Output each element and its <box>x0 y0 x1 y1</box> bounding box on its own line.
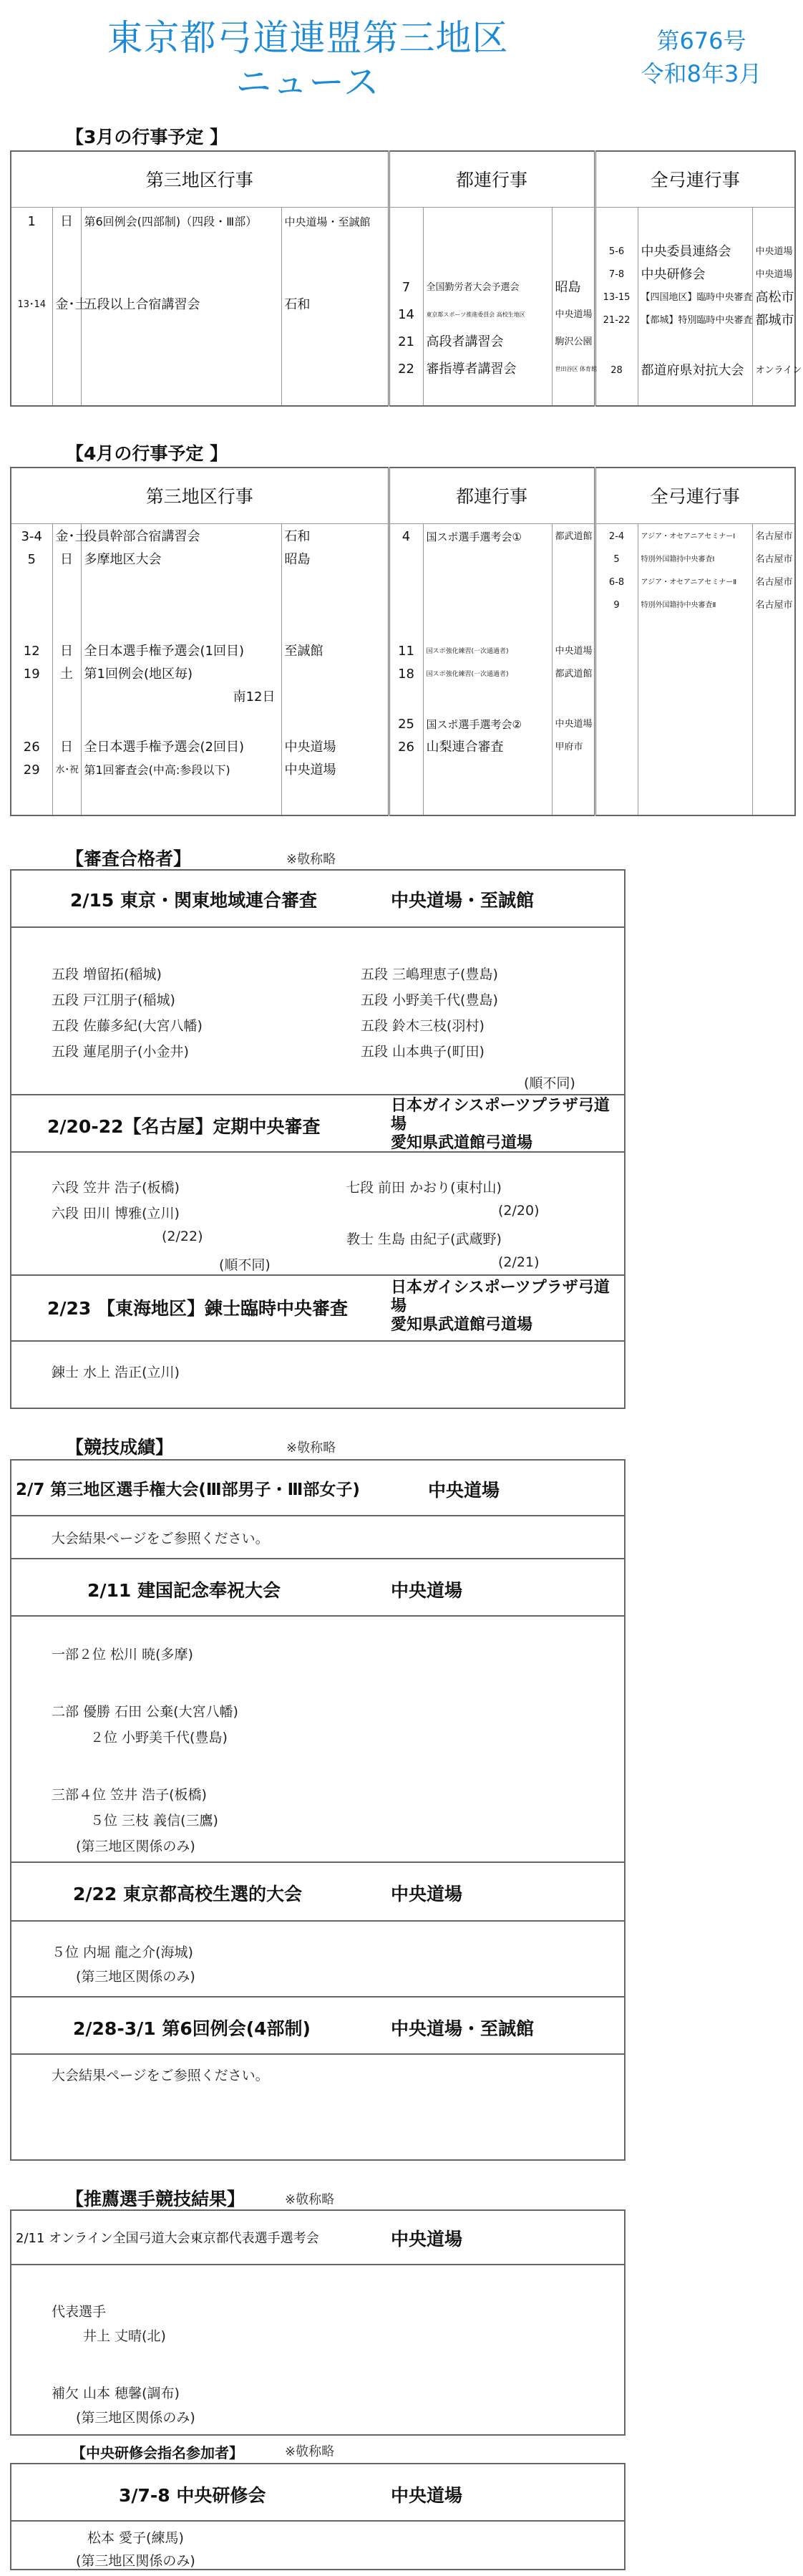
event-place: 名古屋市 <box>755 531 793 542</box>
event-date: 28 <box>610 364 623 376</box>
event-name: アジア・オセアニアセミナーⅡ <box>641 578 737 586</box>
event-day: 水･祝 <box>55 764 79 775</box>
event-name: 特別外国籍持中央審査Ⅰ <box>641 555 715 563</box>
passer: 五段 小野美千代(豊島) <box>361 992 498 1008</box>
result-line: 二部 優勝 石田 公棄(大宮八幡) <box>52 1704 238 1720</box>
kenshu-b1-title: 3/7-8 中央研修会 <box>119 2485 266 2506</box>
event-place: 都城市 <box>755 312 794 328</box>
event-name: 国スポ選手選考会② <box>426 717 522 731</box>
shinsa-b3-place: 日本ガイシスポーツプラザ弓道場 愛知県武道館弓道場 <box>391 1279 610 1334</box>
event-date: 25 <box>398 716 414 732</box>
passer: 五段 戸江朋子(稲城) <box>52 992 175 1008</box>
passer: 六段 田川 博雅(立川) <box>52 1206 180 1221</box>
kyogi-b2-title: 2/11 建国記念奉祝大会 <box>87 1580 281 1601</box>
col-toren: 都連行事 <box>389 151 595 207</box>
col-zen: 全弓連行事 <box>595 468 795 523</box>
event-name: 高段者講習会 <box>426 334 504 349</box>
event-name: 審指導者講習会 <box>426 361 517 377</box>
col-local: 第三地区行事 <box>11 468 389 523</box>
event-place <box>285 689 385 739</box>
suisen-section-title: 【推薦選手競技結果】 <box>66 2189 245 2209</box>
exam-date: (2/20) <box>498 1203 540 1219</box>
shinsa-b1-place: 中央道場・至誠館 <box>391 890 535 911</box>
suisen-box <box>10 2209 626 2436</box>
event-name: 国スポ強化練習(一次通過者) <box>426 647 509 655</box>
event-note: 南12日 <box>233 689 276 704</box>
shinsa-box <box>10 869 626 1342</box>
exam-date: (2/21) <box>498 1254 540 1270</box>
suisen-b1-title: 2/11 オンライン全国弓道大会東京都代表選手選考会 <box>16 2231 319 2246</box>
shinsa-b2-title: 2/20-22【名古屋】定期中央審査 <box>47 1116 321 1137</box>
event-day <box>56 689 78 739</box>
event-date: 1 <box>27 213 36 229</box>
shinsa-b1-header <box>11 871 624 928</box>
event-place: 甲府市 <box>555 741 583 752</box>
event-place: 中央道場 <box>555 718 593 730</box>
title-line2: ニュース <box>235 62 380 103</box>
result-line: ２位 小野美千代(豊島) <box>90 1730 228 1745</box>
kyogi-box <box>10 1459 626 2161</box>
event-date: 29 <box>23 762 40 778</box>
event-date: 18 <box>398 666 414 682</box>
event-name: 全日本選手権予選会(1回目) <box>84 643 244 659</box>
event-name: 全日本選手権予選会(2回目) <box>84 739 244 755</box>
event-name: アジア・オセアニアセミナーⅠ <box>641 532 736 541</box>
event-date: 5 <box>27 551 36 567</box>
event-date: 22 <box>398 361 414 377</box>
march-schedule-table <box>10 150 802 407</box>
event-date: 2-4 <box>608 531 625 542</box>
result-line: 三部４位 笠井 浩子(板橋) <box>52 1787 207 1803</box>
event-date: 11 <box>398 643 414 659</box>
shinsa-b1-title: 2/15 東京・関東地域連合審査 <box>70 890 318 911</box>
col-toren: 都連行事 <box>389 468 595 523</box>
order-note: (順不同) <box>524 1075 575 1091</box>
order-note: (順不同) <box>219 1257 271 1273</box>
kyogi-b2-place: 中央道場 <box>391 1580 463 1601</box>
honorific-note: ※敬称略 <box>285 2444 335 2459</box>
result-line: ５位 三枝 義信(三鷹) <box>90 1813 218 1829</box>
event-place: 中央道場 <box>284 762 336 778</box>
event-place: 高松市 <box>755 289 794 305</box>
exam-date: (2/22) <box>162 1229 203 1244</box>
result-note: (第三地区関係のみ) <box>76 1969 195 1985</box>
event-date <box>14 689 49 739</box>
shinsa-b2-place: 日本ガイシスポーツプラザ弓道場 愛知県武道館弓道場 <box>391 1097 610 1152</box>
event-day: 日 <box>60 643 73 659</box>
event-day: 日 <box>60 213 73 229</box>
event-place: 都武道館 <box>555 531 593 542</box>
result-note: (第三地区関係のみ) <box>76 1839 195 1854</box>
event-day: 金･土 <box>55 528 88 544</box>
april-section-title: 【4月の行事予定 】 <box>66 443 228 464</box>
passer: 五段 三嶋理恵子(豊島) <box>361 967 498 982</box>
kyogi-b1-title: 2/7 第三地区選手権大会(Ⅲ部男子・Ⅲ部女子) <box>16 1481 360 1499</box>
event-date: 3-4 <box>21 528 42 544</box>
result-note: (第三地区関係のみ) <box>76 2553 195 2569</box>
honorific-note: ※敬称略 <box>286 852 336 867</box>
shinsa-b2-header <box>11 1094 624 1153</box>
passer: 七段 前田 かおり(東村山) <box>346 1180 502 1196</box>
event-place: 都武道館 <box>555 668 593 679</box>
event-date: 12 <box>23 643 40 659</box>
kyogi-b2-header <box>11 1558 624 1617</box>
shinsa-b3-body <box>10 1342 626 1409</box>
event-date: 5 <box>613 553 620 565</box>
kyogi-section-title: 【競技成績】 <box>66 1437 174 1458</box>
event-name: 山梨連合審査 <box>426 739 504 755</box>
suisen-b1-header <box>11 2211 624 2265</box>
event-date: 14 <box>398 306 414 322</box>
event-date: 7-8 <box>608 268 625 280</box>
event-date: 26 <box>23 739 40 755</box>
event-name: 五段以上合宿講習会 <box>84 296 200 312</box>
event-date: 13-15 <box>603 291 631 303</box>
event-name: 第6回例会(四部制)（四段・Ⅲ部） <box>84 214 258 228</box>
participant: 松本 愛子(練馬) <box>87 2530 184 2546</box>
result-line: 井上 丈晴(北) <box>83 2328 166 2344</box>
title-line1: 東京都弓道連盟第三地区 <box>107 17 509 59</box>
newsletter-title <box>86 16 530 105</box>
event-name: 第1回例会(地区毎) <box>84 666 193 682</box>
passer: 五段 蓮尾朋子(小金井) <box>52 1044 189 1060</box>
event-name: 中央委員連絡会 <box>641 243 731 259</box>
result-text: 大会結果ページをご参照ください。 <box>52 2068 269 2083</box>
event-date: 4 <box>402 528 411 544</box>
event-place: オンライン <box>755 364 802 376</box>
event-place: 名古屋市 <box>755 599 793 611</box>
event-place: 昭島 <box>555 279 581 295</box>
kenshu-box <box>10 2463 626 2570</box>
result-note: (第三地区関係のみ) <box>76 2410 195 2426</box>
event-name: 都道府県対抗大会 <box>641 362 744 378</box>
event-date: 21-22 <box>603 314 631 326</box>
passer: 錬士 水上 浩正(立川) <box>52 1365 180 1380</box>
passer: 五段 鈴木三枝(羽村) <box>361 1018 485 1034</box>
kyogi-b1-place: 中央道場 <box>428 1480 500 1501</box>
passer: 六段 笠井 浩子(板橋) <box>52 1180 180 1196</box>
event-name: 役員幹部合宿講習会 <box>84 528 200 544</box>
event-day: 金･土 <box>55 296 88 312</box>
shinsa-b3-title: 2/23 【東海地区】錬士臨時中央審査 <box>47 1298 349 1319</box>
kyogi-b4-header <box>11 1996 624 2055</box>
result-text: 大会結果ページをご参照ください。 <box>52 1531 269 1546</box>
kyogi-b3-place: 中央道場 <box>391 1884 463 1904</box>
event-date: 6-8 <box>608 576 625 588</box>
event-day: 日 <box>60 551 73 567</box>
event-name: 国スポ選手選考会① <box>426 530 522 543</box>
honorific-note: ※敬称略 <box>285 2192 335 2207</box>
event-date: 5-6 <box>608 246 625 257</box>
kenshu-section-title: 【中央研修会指名参加者】 <box>72 2444 243 2461</box>
event-place: 名古屋市 <box>755 576 793 588</box>
passer: 五段 佐藤多紀(大宮八幡) <box>52 1018 203 1034</box>
event-name: 全国勤労者大会予選会 <box>426 281 520 293</box>
shinsa-section-title: 【審査合格者】 <box>66 848 192 869</box>
issue-number: 第676号 <box>656 27 746 54</box>
event-place: 中央道場 <box>755 246 793 257</box>
event-name: 【四国地区】臨時中央審査 <box>641 291 753 303</box>
event-date: 19 <box>23 666 40 682</box>
march-section-title: 【3月の行事予定 】 <box>66 127 228 147</box>
event-date: 13･14 <box>17 299 47 310</box>
april-schedule-table <box>10 467 796 816</box>
event-place: 中央道場 <box>284 739 336 755</box>
honorific-note: ※敬称略 <box>286 1440 336 1456</box>
passer: 教士 生島 由紀子(武蔵野) <box>346 1231 502 1247</box>
event-place: 駒沢公園 <box>555 336 593 347</box>
event-date: 7 <box>402 279 411 295</box>
event-place: 中央道場 <box>555 645 593 657</box>
shinsa-b3-header <box>11 1274 624 1340</box>
kyogi-b3-title: 2/22 東京都高校生選的大会 <box>73 1884 303 1904</box>
suisen-b1-place: 中央道場 <box>391 2229 463 2250</box>
result-line: ５位 内堀 龍之介(海城) <box>52 1945 193 1960</box>
kyogi-b4-place: 中央道場・至誠館 <box>391 2018 535 2039</box>
event-name: 特別外国籍持中央審査Ⅱ <box>641 601 716 609</box>
event-place: 至誠館 <box>284 643 323 659</box>
event-name: 【都城】特別臨時中央審査 <box>641 314 753 326</box>
kyogi-b3-header <box>11 1861 624 1922</box>
issue-info <box>623 24 780 90</box>
event-place: 名古屋市 <box>755 553 793 565</box>
event-place: 中央道場 <box>555 309 593 320</box>
event-place: 石和 <box>284 528 311 544</box>
event-place: 石和 <box>284 296 311 312</box>
event-place <box>285 666 385 689</box>
kyogi-b4-title: 2/28-3/1 第6回例会(4部制) <box>73 2018 311 2039</box>
event-name: 国スポ強化練習(一次通過者) <box>426 670 509 678</box>
event-day: 土 <box>60 666 73 682</box>
event-name: 多摩地区大会 <box>84 551 162 567</box>
issue-date: 令和8年3月 <box>641 60 762 87</box>
kyogi-b1-header <box>11 1461 624 1516</box>
col-local: 第三地区行事 <box>11 151 389 207</box>
event-date: 9 <box>613 599 620 611</box>
event-place: 中央道場 <box>755 268 793 280</box>
event-place: 中央道場・至誠館 <box>284 215 371 228</box>
result-line: 代表選手 <box>52 2304 107 2320</box>
result-line: 補欠 山本 穂馨(調布) <box>52 2386 180 2401</box>
event-day: 日 <box>60 739 73 755</box>
col-zen: 全弓連行事 <box>595 151 795 207</box>
passer: 五段 増留拓(稲城) <box>52 967 162 982</box>
kenshu-b1-header <box>11 2464 624 2522</box>
passer: 五段 山本典子(町田) <box>361 1044 485 1060</box>
event-name: 東京都スポーツ推進委員会 高校生地区 <box>426 311 525 318</box>
event-date: 26 <box>398 739 414 755</box>
event-name: 第1回審査会(中高:参段以下) <box>84 762 230 777</box>
event-place: 世田谷区 体育館 <box>555 365 598 372</box>
event-date: 21 <box>398 334 414 349</box>
event-place: 昭島 <box>284 551 311 567</box>
kenshu-b1-place: 中央道場 <box>391 2485 463 2506</box>
result-line: 一部２位 松川 暁(多摩) <box>52 1647 193 1662</box>
event-name: 中央研修会 <box>641 266 706 282</box>
